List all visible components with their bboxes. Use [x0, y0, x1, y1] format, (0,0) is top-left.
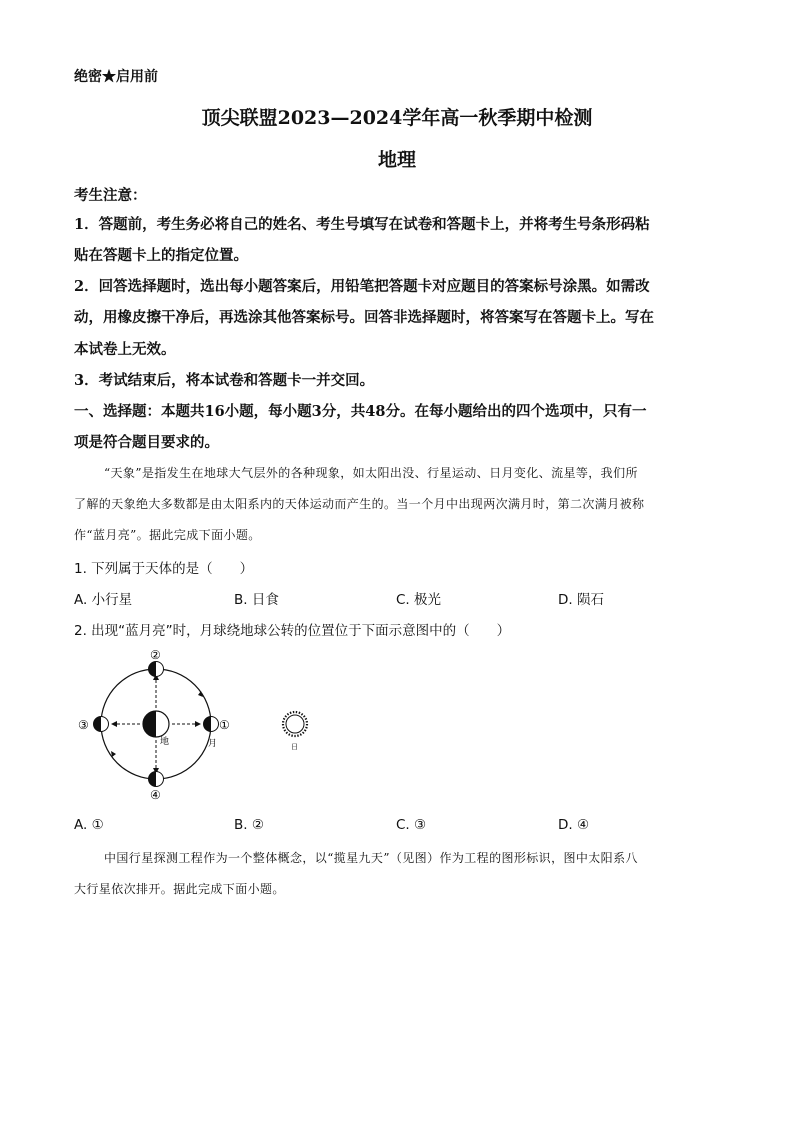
notice-line: 动，用橡皮擦干净后，再选涂其他答案标号。回答非选择题时，将答案写在答题卡上。写在 — [74, 309, 654, 326]
passage-line: 大行星依次排开。据此完成下面小题。 — [74, 882, 285, 896]
section-heading-cont: 项是符合题目要求的。 — [74, 434, 219, 451]
sun-label: 日 — [291, 743, 298, 751]
q2-option-d: D. ④ — [558, 817, 590, 833]
moon-position-2-icon — [149, 662, 164, 677]
earth-label: 地 — [160, 737, 170, 747]
moon-position-4-icon — [149, 772, 164, 787]
position-4-label: ④ — [150, 788, 161, 802]
passage-line: 了解的天象绝大多数都是由太阳系内的天体运动而产生的。当一个月中出现两次满月时，第二次满月被称 — [74, 497, 645, 511]
exam-title: 顶尖联盟2023—2024学年高一秋季期中检测 — [201, 107, 593, 129]
notice-line: 本试卷上无效。 — [74, 341, 176, 358]
section-heading: 一、选择题：本题共16小题，每小题3分，共48分。在每小题给出的四个选项中，只有一 — [74, 403, 647, 420]
moon-orbit-diagram — [74, 645, 354, 810]
q2-option-c: C. ③ — [396, 817, 427, 833]
q2-option-b: B. ② — [234, 817, 264, 833]
question-2-stem: 2. 出现“蓝月亮”时，月球绕地球公转的位置位于下面示意图中的（ ） — [74, 623, 511, 639]
passage-line: “天象”是指发生在地球大气层外的各种现象，如太阳出没、行星运动、日月变化、流星等，我们所 — [104, 466, 638, 480]
q1-option-c: C. 极光 — [396, 592, 442, 608]
position-1-label: ① — [219, 718, 230, 732]
q2-option-a: A. ① — [74, 817, 104, 833]
sun-icon — [283, 712, 307, 736]
notice-line: 贴在答题卡上的指定位置。 — [74, 247, 248, 264]
earth-icon — [143, 711, 169, 737]
passage-line: 作“蓝月亮”。据此完成下面小题。 — [74, 528, 261, 542]
subject-title: 地理 — [377, 149, 416, 171]
moon-position-3-icon — [94, 717, 109, 732]
q1-option-a: A. 小行星 — [74, 592, 133, 608]
question-1-stem: 1. 下列属于天体的是（ ） — [74, 561, 254, 577]
notice-line: 3．考试结束后，将本试卷和答题卡一并交回。 — [74, 372, 375, 389]
position-2-label: ② — [150, 648, 161, 662]
passage-line: 中国行星探测工程作为一个整体概念，以“揽星九天”（见图）作为工程的图形标识，图中太阳系八 — [104, 851, 638, 865]
notice-line: 2．回答选择题时，选出每小题答案后，用铅笔把答题卡对应题目的答案标号涂黑。如需改 — [74, 278, 650, 295]
confidential-label: 绝密★启用前 — [74, 69, 158, 85]
moon-position-1-icon — [204, 717, 219, 732]
moon-label: 月 — [208, 739, 218, 749]
notice-line: 1．答题前，考生务必将自己的姓名、考生号填写在试卷和答题卡上，并将考生号条形码粘 — [74, 216, 650, 233]
position-3-label: ③ — [78, 718, 89, 732]
q1-option-b: B. 日食 — [234, 592, 279, 608]
q1-option-d: D. 陨石 — [558, 592, 604, 608]
notice-heading: 考生注意： — [74, 187, 147, 204]
